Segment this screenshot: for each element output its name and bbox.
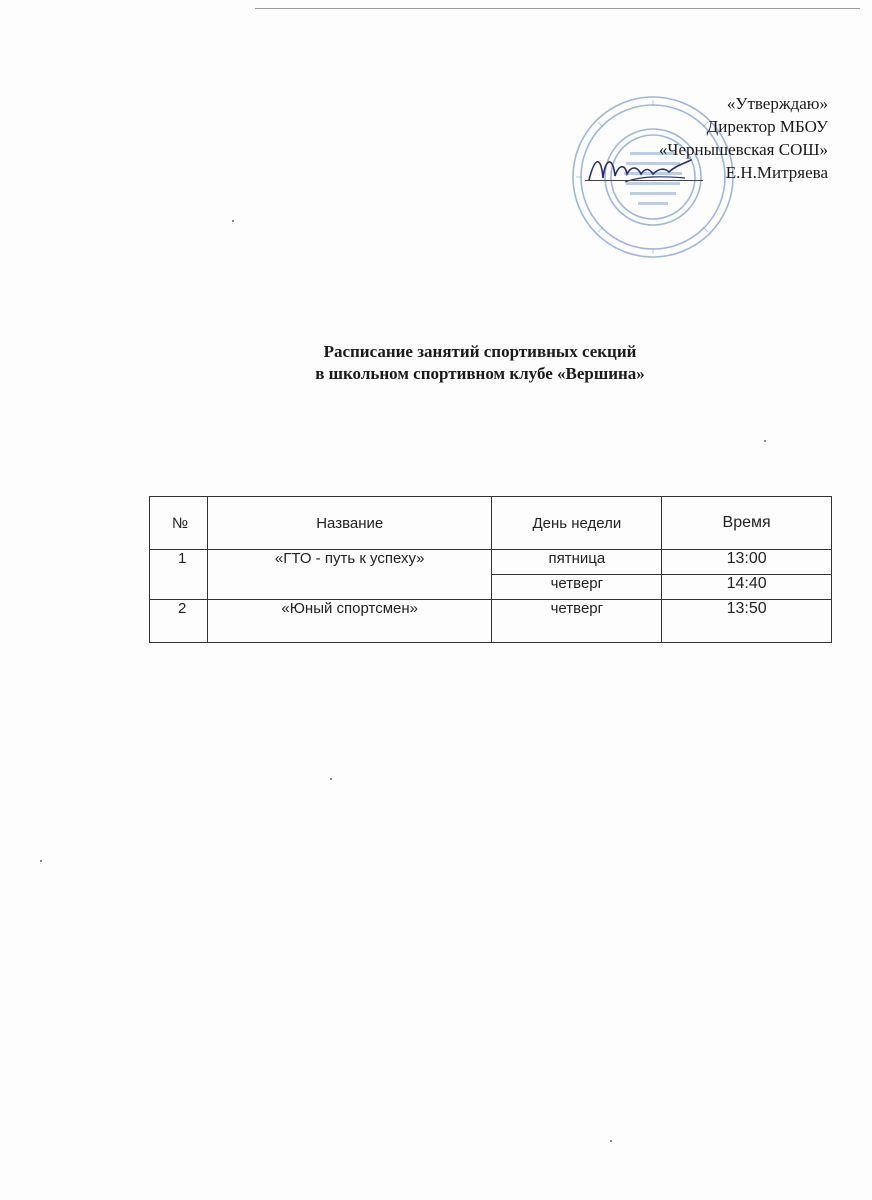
session-day: четверг — [492, 575, 662, 600]
approval-position: Директор МБОУ — [706, 117, 828, 136]
session-day: четверг — [492, 600, 662, 643]
scan-edge-line — [255, 8, 860, 9]
scan-speck — [610, 1140, 612, 1142]
scan-speck — [40, 860, 42, 862]
scan-speck — [764, 440, 766, 442]
header-number: № — [150, 497, 208, 550]
approval-director-name: Е.Н.Митряева — [725, 163, 828, 182]
header-name: Название — [207, 497, 492, 550]
table-header-row — [150, 497, 832, 550]
schedule-table — [149, 496, 832, 643]
title-line-1: Расписание занятий спортивных секций — [323, 342, 637, 361]
approval-block — [520, 92, 828, 184]
table-row — [150, 550, 832, 575]
section-name: «Юный спортсмен» — [207, 600, 492, 643]
session-time: 13:50 — [662, 600, 832, 643]
approval-organization: «Чернышевская СОШ» — [658, 140, 828, 159]
scan-speck — [330, 778, 332, 780]
scan-speck — [232, 220, 234, 222]
session-time: 14:40 — [662, 575, 832, 600]
row-number: 1 — [150, 550, 208, 600]
session-day: пятница — [492, 550, 662, 575]
session-time: 13:00 — [662, 550, 832, 575]
approval-heading: «Утверждаю» — [726, 94, 828, 113]
table-row — [150, 600, 832, 643]
row-number: 2 — [150, 600, 208, 643]
title-line-2: в школьном спортивном клубе «Вершина» — [315, 364, 645, 383]
section-name: «ГТО - путь к успеху» — [207, 550, 492, 600]
document-title — [150, 341, 810, 385]
header-time: Время — [662, 497, 832, 550]
header-day: День недели — [492, 497, 662, 550]
